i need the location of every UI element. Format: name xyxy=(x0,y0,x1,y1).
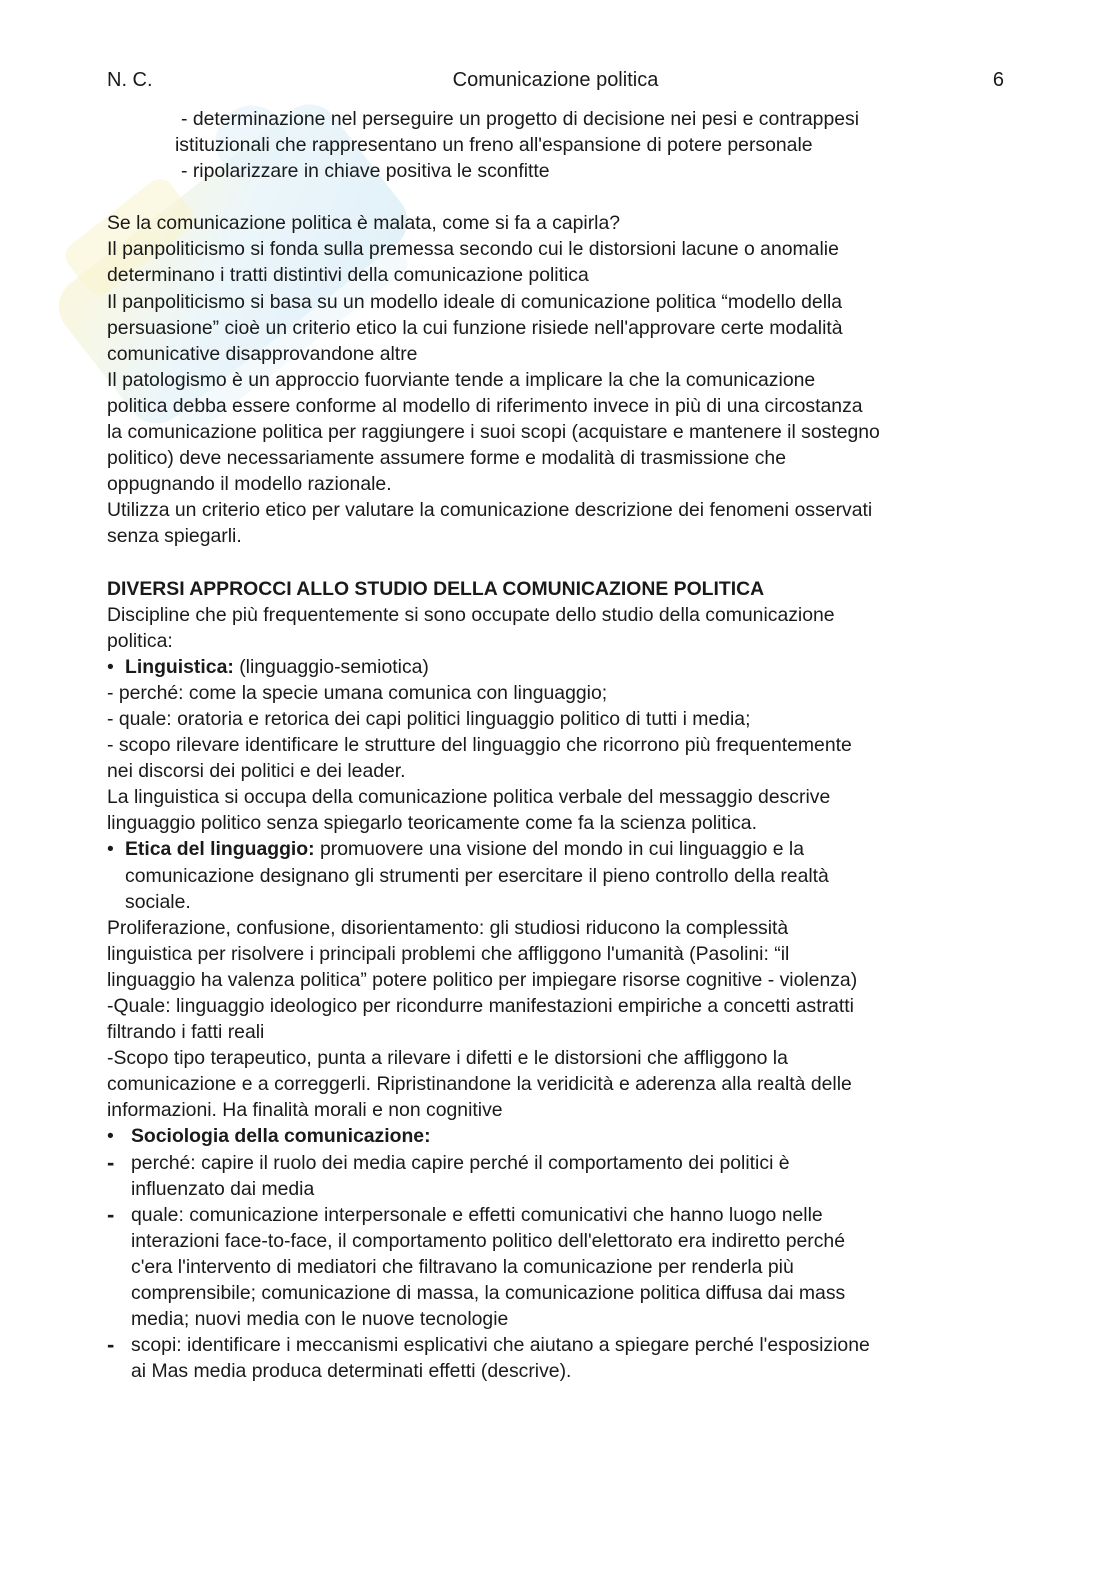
sub-list-item xyxy=(107,1332,1007,1384)
page-number: 6 xyxy=(992,69,1004,91)
bullet-icon: • xyxy=(107,1125,114,1148)
text-line: oppugnando il modello razionale. xyxy=(107,473,392,496)
item-title: Linguistica: xyxy=(125,655,234,678)
text-line: ai Mas media produca determinati effetti (descrive). xyxy=(131,1360,572,1383)
item-title: Sociologia della comunicazione: xyxy=(131,1125,431,1148)
document-body xyxy=(107,106,1007,1384)
text-line: linguistica per risolvere i principali problemi che affliggono l'umanità (Pasolini: “il xyxy=(107,942,790,965)
text-line: interazioni face-to-face, il comportamento politico dell'elettorato era indiretto perché xyxy=(131,1229,845,1252)
text-line: persuasione” cioè un criterio etico la cui funzione risiede nell'approvare certe modalità xyxy=(107,316,843,339)
text-line: perché: capire il ruolo dei media capire perché il comportamento dei politici è xyxy=(131,1151,790,1174)
text-line: Il panpoliticismo si basa su un modello ideale di comunicazione politica “modello della xyxy=(107,290,843,313)
text-line: istituzionali che rappresentano un freno all'espansione di potere personale xyxy=(175,134,813,157)
bullet-icon: • xyxy=(107,838,114,861)
text-line: scopi: identificare i meccanismi esplicativi che aiutano a spiegare perché l'esposizione xyxy=(131,1334,870,1357)
text-line: Proliferazione, confusione, disorientamento: gli studiosi riducono la complessità xyxy=(107,916,789,939)
text-line: sociale. xyxy=(125,890,191,913)
header-author: N. C. xyxy=(107,69,153,91)
text-line: comunicazione e a correggerli. Ripristinandone la veridicità e aderenza alla realtà delle xyxy=(107,1073,852,1096)
text-line: - scopo rilevare identificare le strutture del linguaggio che ricorrono più frequentemente xyxy=(107,734,852,757)
page-header xyxy=(107,66,1004,94)
text-line: c'era l'intervento di mediatori che filtravano la comunicazione per renderla più xyxy=(131,1255,794,1278)
paragraph-patologismo xyxy=(107,210,1007,549)
text-line: - determinazione nel perseguire un progetto di decisione nei pesi e contrappesi xyxy=(181,108,860,130)
item-text: (linguaggio-semiotica) xyxy=(233,655,429,678)
text-line: Se la comunicazione politica è malata, come si fa a capirla? xyxy=(107,212,621,235)
text-line: Il patologismo è un approccio fuorviante tende a implicare la che la comunicazione xyxy=(107,368,816,391)
dash-icon: - xyxy=(107,1201,115,1227)
text-line: filtrando i fatti reali xyxy=(107,1021,265,1044)
text-line: - perché: come la specie umana comunica con linguaggio; xyxy=(107,681,608,704)
text-line: media; nuovi media con le nuove tecnologie xyxy=(131,1308,509,1331)
text-line: la comunicazione politica per raggiungere i suoi scopi (acquistare e mantenere il sostegno xyxy=(107,421,880,444)
list-item-etica xyxy=(107,836,1007,914)
bullet-icon: • xyxy=(107,655,114,678)
list-continuation xyxy=(107,106,1007,184)
text-line: comunicazione designano gli strumenti per esercitare il pieno controllo della realtà xyxy=(125,864,829,887)
text-line: senza spiegarli. xyxy=(107,525,242,548)
text-line: comunicative disapprovandone altre xyxy=(107,342,418,365)
list-item-linguistica xyxy=(107,654,1007,680)
list-item-sociologia xyxy=(107,1123,1007,1149)
text-line: - ripolarizzare in chiave positiva le sconfitte xyxy=(181,160,550,183)
text-line: -Quale: linguaggio ideologico per ricondurre manifestazioni empiriche a concetti astratti xyxy=(107,995,854,1017)
text-line: Discipline che più frequentemente si sono occupate dello studio della comunicazione xyxy=(107,603,835,626)
text-line: politica: xyxy=(107,629,173,652)
text-line: La linguistica si occupa della comunicazione politica verbale del messaggio descrive xyxy=(107,786,831,809)
text-line: politica debba essere conforme al modello di riferimento invece in più di una circostanza xyxy=(107,394,863,417)
dash-icon: - xyxy=(107,1149,115,1175)
sub-list-item xyxy=(107,1202,1007,1332)
item-text: promuovere una visione del mondo in cui linguaggio e la xyxy=(314,838,804,861)
item-title: Etica del linguaggio: xyxy=(125,838,315,861)
text-line: informazioni. Ha finalità morali e non cognitive xyxy=(107,1099,503,1122)
text-line: comprensibile; comunicazione di massa, la comunicazione politica diffusa dai mass xyxy=(131,1282,846,1305)
text-line: linguaggio politico senza spiegarlo teoricamente come fa la scienza politica. xyxy=(107,812,757,835)
sub-list-item xyxy=(107,1150,1007,1202)
header-title: Comunicazione politica xyxy=(452,69,659,91)
text-line: nei discorsi dei politici e dei leader. xyxy=(107,760,406,783)
text-line: linguaggio ha valenza politica” potere politico per impiegare risorse cognitive - violenza) xyxy=(107,968,858,991)
text-line: politico) deve necessariamente assumere forme e modalità di trasmissione che xyxy=(107,447,786,470)
text-line: Il panpoliticismo si fonda sulla premessa secondo cui le distorsioni lacune o anomalie xyxy=(107,238,839,261)
text-line: -Scopo tipo terapeutico, punta a rilevare i difetti e le distorsioni che affliggono la xyxy=(107,1047,788,1070)
dash-icon: - xyxy=(107,1332,115,1358)
text-line: determinano i tratti distintivi della comunicazione politica xyxy=(107,264,589,287)
text-line: influenzato dai media xyxy=(131,1177,315,1200)
text-line: - quale: oratoria e retorica dei capi politici linguaggio politico di tutti i media; xyxy=(107,707,751,730)
text-line: quale: comunicazione interpersonale e effetti comunicativi che hanno luogo nelle xyxy=(131,1203,823,1226)
text-line: Utilizza un criterio etico per valutare la comunicazione descrizione dei fenomeni osservati xyxy=(107,499,873,522)
section-heading: DIVERSI APPROCCI ALLO STUDIO DELLA COMUNICAZIONE POLITICA xyxy=(107,577,765,600)
